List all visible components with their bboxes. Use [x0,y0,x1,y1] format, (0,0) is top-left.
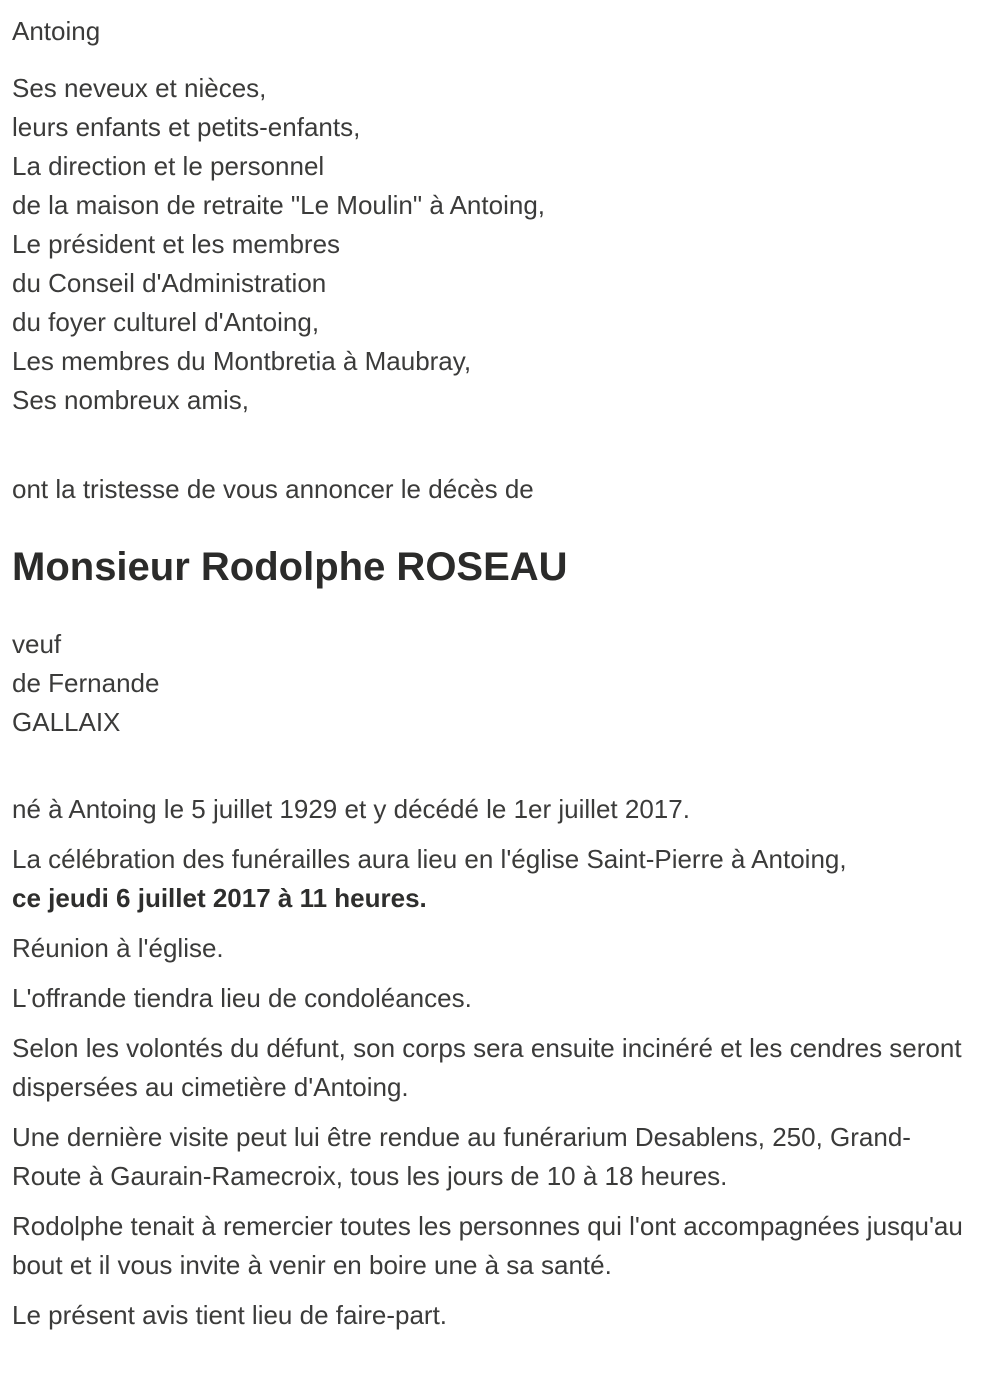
deceased-name: Monsieur Rodolphe ROSEAU [12,545,568,589]
meeting-line: Réunion à l'église. [12,933,224,963]
announcement-line: ont la tristesse de vous annoncer le décès de [12,474,534,504]
ceremony-datetime: ce jeudi 6 juillet 2017 à 11 heures. [12,883,427,913]
family-line: Le président et les membres [12,229,341,259]
marital-status-block [12,625,978,742]
family-line: de la maison de retraite "Le Moulin" à Antoing, [12,190,545,220]
family-line: Ses nombreux amis, [12,385,249,415]
cremation-paragraph: Selon les volontés du défunt, son corps sera ensuite incinéré et les cendres seront dispersées au cimetière d'Antoing. [12,1033,962,1102]
marital-line: veuf [12,629,62,659]
family-line: du foyer culturel d'Antoing, [12,307,320,337]
family-line: leurs enfants et petits-enfants, [12,112,361,142]
thanks-paragraph: Rodolphe tenait à remercier toutes les personnes qui l'ont accompagnées jusqu'au bout et il vous invite à venir en boire une à sa santé. [12,1211,963,1280]
ceremony-paragraph [12,840,978,918]
family-line: Ses neveux et nièces, [12,73,267,103]
marital-line: de Fernande [12,668,160,698]
family-line: Les membres du Montbretia à Maubray, [12,346,472,376]
family-line: du Conseil d'Administration [12,268,327,298]
birth-death-line: né à Antoing le 5 juillet 1929 et y décédé le 1er juillet 2017. [12,794,690,824]
city-line: Antoing [12,16,101,46]
offering-line: L'offrande tiendra lieu de condoléances. [12,983,472,1013]
closing-line: Le présent avis tient lieu de faire-part. [12,1300,448,1330]
family-list [12,69,978,420]
ceremony-text: La célébration des funérailles aura lieu en l'église Saint-Pierre à Antoing, [12,844,847,874]
family-line: La direction et le personnel [12,151,325,181]
marital-line: GALLAIX [12,707,121,737]
last-visit-paragraph: Une dernière visite peut lui être rendue au funérarium Desablens, 250, Grand-Route à Gaurain-Ramecroix, tous les jours de 10 à 18 heures. [12,1122,911,1191]
